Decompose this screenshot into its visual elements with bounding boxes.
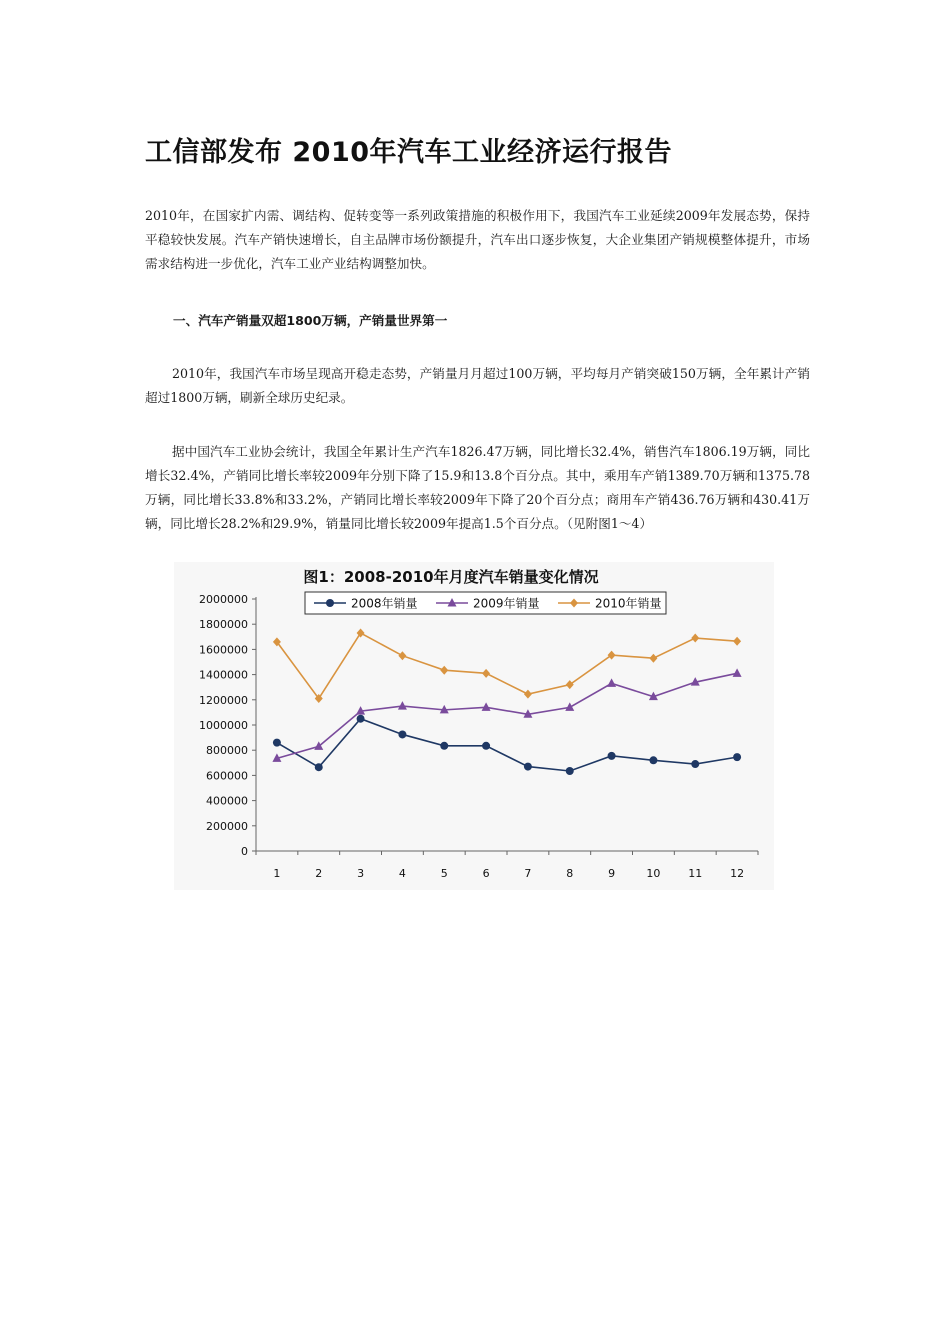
chart-title: 图1：2008-2010年月度汽车销量变化情况 bbox=[303, 568, 599, 586]
sales-chart-svg bbox=[174, 562, 774, 890]
legend-label: 2008年销量 bbox=[351, 596, 418, 611]
chart-series bbox=[272, 629, 741, 775]
data-point bbox=[314, 741, 323, 750]
paragraph-market: 2010年，我国汽车市场呈现高开稳走态势，产销量月月超过100万辆，平均每月产销突破150万辆，全年累计产销超过1800万辆，刷新全球历史纪录。 bbox=[145, 366, 810, 405]
series-line bbox=[277, 673, 737, 758]
y-tick-label: 1600000 bbox=[199, 643, 248, 657]
sales-chart bbox=[174, 562, 774, 890]
y-tick-label: 1800000 bbox=[199, 618, 248, 632]
chart-axes bbox=[199, 593, 758, 880]
section-heading-1: 一、汽车产销量双超1800万辆，产销量世界第一 bbox=[173, 313, 448, 328]
y-tick-label: 200000 bbox=[206, 819, 248, 833]
data-point bbox=[398, 651, 406, 660]
data-point bbox=[649, 756, 657, 764]
data-point bbox=[326, 599, 334, 607]
data-point bbox=[733, 668, 742, 677]
x-tick-label: 6 bbox=[482, 867, 490, 880]
data-point bbox=[733, 753, 741, 761]
data-point bbox=[607, 678, 616, 687]
y-tick-label: 1000000 bbox=[199, 719, 248, 732]
data-point bbox=[608, 752, 616, 760]
x-tick-label: 1 bbox=[273, 867, 281, 880]
paragraph-intro: 2010年，在国家扩内需、调结构、促转变等一系列政策措施的积极作用下，我国汽车工业延续2009年发展态势，保持平稳较快发展。汽车产销快速增长，自主品牌市场份额提升，汽车出口逐步恢复，大企业集团产销规模整体提升，市场需求结构进一步优化，汽车工业产业结构调整加快。 bbox=[145, 208, 810, 271]
document-title: 工信部发布 2010年汽车工业经济运行报告 bbox=[145, 137, 673, 168]
x-tick-label: 2 bbox=[315, 867, 323, 880]
data-point bbox=[440, 742, 448, 750]
data-point bbox=[691, 760, 699, 768]
series-line bbox=[277, 633, 737, 699]
y-tick-label: 1400000 bbox=[199, 668, 248, 682]
series-line bbox=[277, 719, 737, 771]
data-point bbox=[608, 651, 616, 660]
y-tick-label: 600000 bbox=[206, 769, 248, 783]
y-tick-label: 800000 bbox=[206, 744, 248, 758]
data-point bbox=[357, 715, 365, 723]
data-point bbox=[649, 654, 657, 663]
data-point bbox=[315, 763, 323, 771]
y-tick-label: 0 bbox=[241, 845, 248, 858]
data-point bbox=[733, 637, 741, 646]
paragraph-statistics: 据中国汽车工业协会统计，我国全年累计生产汽车1826.47万辆，同比增长32.4%，销售汽车1806.19万辆，同比增长32.4%，产销同比增长率较2009年分别下降了15.9和13.8个百分点。其中，乘用车产销1389.70万辆和1375.78万辆，同比增长33.8%和33.2%，产销同比增长率较2009年下降了20个百分点；商用车产销436.76万辆和430.41万辆，同比增长28.2%和29.9%，销量同比增长较2009年提高1.5个百分点。（见附图1～4） bbox=[145, 444, 810, 531]
x-tick-label: 8 bbox=[566, 867, 574, 880]
y-tick-label: 1200000 bbox=[199, 693, 248, 707]
legend-label: 2009年销量 bbox=[473, 596, 540, 611]
data-point bbox=[524, 763, 532, 771]
series-circle bbox=[273, 715, 741, 775]
x-tick-label: 10 bbox=[646, 867, 661, 880]
data-point bbox=[482, 669, 490, 678]
x-tick-label: 4 bbox=[398, 867, 406, 880]
x-tick-label: 11 bbox=[688, 867, 703, 880]
x-tick-label: 12 bbox=[730, 867, 745, 880]
data-point bbox=[398, 701, 407, 710]
data-point bbox=[482, 702, 491, 711]
data-point bbox=[398, 730, 406, 738]
data-point bbox=[566, 767, 574, 775]
data-point bbox=[524, 690, 532, 699]
series-diamond bbox=[273, 629, 741, 704]
data-point bbox=[440, 666, 448, 675]
x-tick-label: 9 bbox=[608, 867, 616, 880]
data-point bbox=[482, 742, 490, 750]
chart-legend bbox=[305, 592, 666, 614]
x-tick-label: 7 bbox=[524, 867, 532, 880]
x-tick-label: 5 bbox=[440, 867, 448, 880]
data-point bbox=[566, 680, 574, 689]
data-point bbox=[565, 702, 574, 711]
y-tick-label: 400000 bbox=[206, 794, 248, 808]
y-tick-label: 2000000 bbox=[199, 593, 248, 606]
x-tick-label: 3 bbox=[357, 867, 365, 880]
data-point bbox=[273, 739, 281, 747]
data-point bbox=[691, 634, 699, 643]
legend-label: 2010年销量 bbox=[595, 596, 662, 611]
series-triangle bbox=[272, 668, 741, 762]
